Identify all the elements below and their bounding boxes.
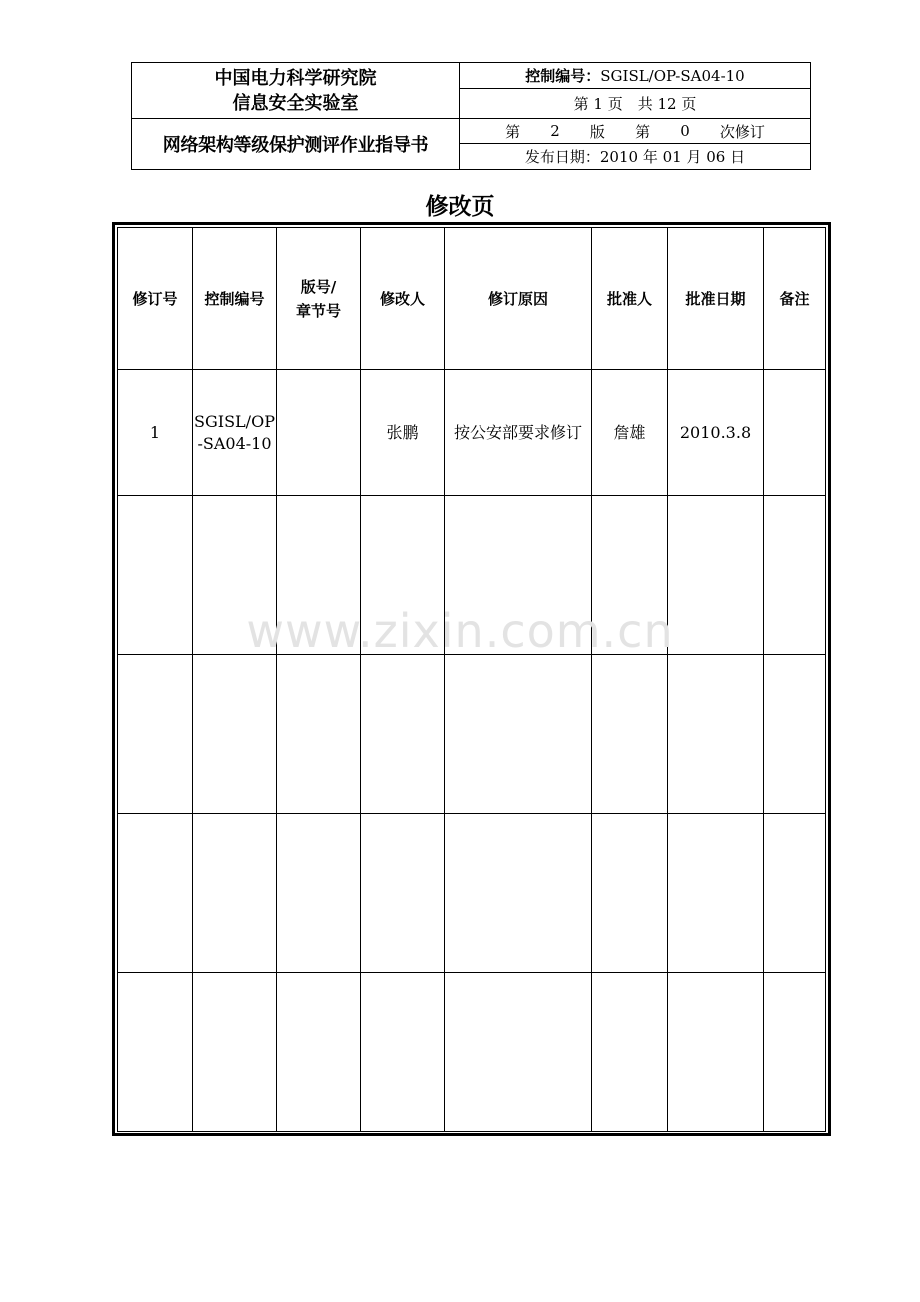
release-date: 发布日期：2010 年 01 月 06 日 bbox=[524, 148, 746, 166]
cell-version bbox=[277, 370, 361, 496]
document-header bbox=[131, 62, 811, 170]
control-number-value: SGISL/OP-SA04-10 bbox=[600, 66, 745, 85]
cell-approve-date: 2010.3.8 bbox=[668, 370, 764, 496]
table-row-empty bbox=[118, 973, 826, 1132]
empty-cell bbox=[592, 973, 668, 1132]
control-number-cell bbox=[460, 63, 810, 89]
control-no-line: -SA04-10 bbox=[197, 433, 272, 453]
edition-part: 第 bbox=[635, 122, 651, 141]
cell-control-no bbox=[193, 370, 277, 496]
empty-cell bbox=[445, 655, 592, 814]
organization-cell bbox=[132, 63, 460, 119]
lab-name: 信息安全实验室 bbox=[232, 92, 359, 114]
edition-part: 第 bbox=[505, 122, 521, 141]
table-row-empty bbox=[118, 814, 826, 973]
header-version bbox=[277, 228, 361, 370]
table-row bbox=[118, 370, 826, 496]
control-no-line: SGISL/OP bbox=[194, 411, 275, 431]
empty-cell bbox=[361, 655, 445, 814]
document-title: 网络架构等级保护测评作业指导书 bbox=[132, 119, 460, 169]
table-header-row bbox=[118, 228, 826, 370]
control-number-label: 控制编号： bbox=[525, 67, 601, 85]
table-row-empty bbox=[118, 655, 826, 814]
header-reason: 修订原因 bbox=[445, 228, 592, 370]
cell-approver: 詹雄 bbox=[592, 370, 668, 496]
empty-cell bbox=[193, 973, 277, 1132]
revision-table-frame bbox=[112, 222, 831, 1136]
header-approve-date: 批准日期 bbox=[668, 228, 764, 370]
empty-cell bbox=[361, 973, 445, 1132]
reason-text: 按公安部要求修订 bbox=[453, 422, 582, 442]
empty-cell bbox=[193, 814, 277, 973]
empty-cell bbox=[118, 814, 193, 973]
edition-part: 版 bbox=[589, 122, 605, 141]
empty-cell bbox=[118, 655, 193, 814]
empty-cell bbox=[445, 814, 592, 973]
cell-reason bbox=[445, 370, 592, 496]
header-modifier: 修改人 bbox=[361, 228, 445, 370]
edition-part: 2 bbox=[550, 122, 560, 140]
empty-cell bbox=[764, 814, 826, 973]
empty-cell bbox=[764, 655, 826, 814]
org-name: 中国电力科学研究院 bbox=[214, 67, 377, 89]
page-info: 第 1 页 共 12 页 bbox=[460, 89, 810, 119]
header-approver: 批准人 bbox=[592, 228, 668, 370]
empty-cell bbox=[445, 973, 592, 1132]
empty-cell bbox=[592, 814, 668, 973]
header-version-line: 版号/ bbox=[300, 277, 337, 296]
cell-rev-no: 1 bbox=[118, 370, 193, 496]
empty-cell bbox=[118, 973, 193, 1132]
empty-cell bbox=[668, 814, 764, 973]
edition-part: 次修订 bbox=[719, 122, 765, 141]
empty-cell bbox=[668, 973, 764, 1132]
empty-cell bbox=[764, 973, 826, 1132]
header-remark: 备注 bbox=[764, 228, 826, 370]
empty-cell bbox=[361, 814, 445, 973]
empty-cell bbox=[668, 655, 764, 814]
edition-info bbox=[460, 119, 810, 144]
empty-cell bbox=[592, 655, 668, 814]
revision-table bbox=[117, 227, 826, 1132]
empty-cell bbox=[277, 973, 361, 1132]
header-rev-no: 修订号 bbox=[118, 228, 193, 370]
watermark: www.zixin.com.cn bbox=[246, 604, 674, 658]
empty-cell bbox=[277, 814, 361, 973]
empty-cell bbox=[193, 655, 277, 814]
edition-part: 0 bbox=[680, 122, 690, 140]
page-title: 修改页 bbox=[425, 194, 495, 220]
header-version-line: 章节号 bbox=[295, 301, 341, 320]
cell-remark bbox=[764, 370, 826, 496]
empty-cell bbox=[277, 655, 361, 814]
cell-modifier: 张鹏 bbox=[361, 370, 445, 496]
header-control-no: 控制编号 bbox=[193, 228, 277, 370]
